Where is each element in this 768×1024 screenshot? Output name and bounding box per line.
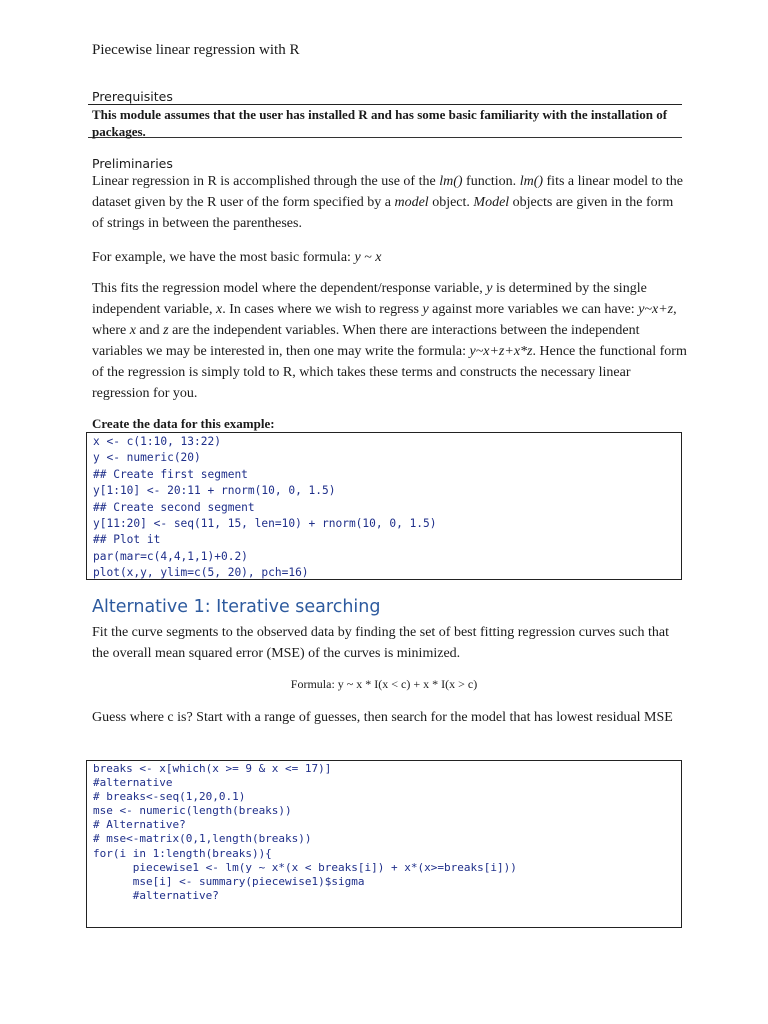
code-line: ## Plot it [93,533,161,547]
variable-term: x [129,323,136,338]
code-line: for(i in 1:length(breaks)){ [93,846,272,860]
code-block-2 [86,760,682,928]
text-run: This fits the regression model where the dependent/response variable, [92,281,487,296]
text-run: are the independent variables. When there are interactions between the independent variables we may be interested in, then one may write the formula: [92,323,640,359]
text-run: fits a linear model to the dataset given by the R user of the form specified by a [92,174,683,210]
prerequisites-text: This module assumes that the user has installed R and has some basic familiarity with the installation of packages. [92,107,668,139]
code-line: plot(x,y, ylim=c(5, 20), pch=16) [93,566,309,580]
variable-term: y [486,281,493,296]
formula-term: y~x+z [638,302,674,317]
code-line: ## Create second segment [93,500,255,514]
variable-term: z [163,323,169,338]
text-run: . In cases where we wish to regress [222,302,423,317]
code-line: y[1:10] <- 20:11 + rnorm(10, 0, 1.5) [93,484,336,498]
code-line: breaks <- x[which(x >= 9 & x <= 17)] [93,762,332,775]
code-line: y[11:20] <- seq(11, 15, len=10) + rnorm(10, 0, 1.5) [93,517,437,531]
code-term: model [394,195,429,210]
preliminaries-paragraph-3 [92,278,687,404]
code-term: Model [473,195,510,210]
code-line: # Alternative? [93,818,186,832]
text-run: . Hence the functional form of the regression is simply told to R, which takes these terms and constructs the necessary linear regression for you. [92,344,687,401]
text-run: object. [428,195,474,210]
alternative-1-paragraph-1: Fit the curve segments to the observed data by finding the set of best fitting regression curves such that the overall mean squared error (MSE) of the curves is minimized. [92,625,669,661]
prerequisites-box [88,104,682,138]
code-line: # mse<-matrix(0,1,length(breaks)) [93,832,312,846]
text-run: Linear regression in R is accomplished through the use of the [92,174,440,189]
code-term: lm() [519,174,544,189]
code-line: x <- c(1:10, 13:22) [93,435,221,448]
code-line: ## Create first segment [93,467,248,481]
code-line: # breaks<-seq(1,20,0.1) [93,790,246,804]
preliminaries-paragraph-1 [92,171,687,234]
text-run: , where [92,302,677,338]
code-line: par(mar=c(4,4,1,1)+0.2) [93,549,248,563]
text-run: For example, we have the most basic formula: [92,250,355,265]
code-line: piecewise1 <- lm(y ~ x*(x < breaks[i]) + x*(x>=breaks[i])) [93,860,517,874]
code-line: mse[i] <- summary(piecewise1)$sigma [93,874,365,888]
preliminaries-paragraph-2 [92,247,687,268]
document-title: Piecewise linear regression with R [92,42,300,58]
alternative-1-heading: Alternative 1: Iterative searching [92,597,381,617]
text-run: and [135,323,164,338]
code-line: mse <- numeric(length(breaks)) [93,804,292,818]
example-label: Create the data for this example: [92,416,275,431]
formula-term: y~x+z+x*z [469,344,533,359]
alternative-1-paragraph-2: Guess where c is? Start with a range of guesses, then search for the model that has lowest residual MSE [92,710,673,725]
text-run: objects are given in the form of strings in between the parentheses. [92,195,674,231]
code-line: #alternative [93,776,173,790]
code-term: lm() [439,174,463,189]
formula-line: Formula: y ~ x * I(x < c) + x * I(x > c) [290,677,478,691]
formula-term: y ~ x [354,250,382,265]
variable-term: x [216,302,223,317]
preliminaries-heading: Preliminaries [92,156,173,171]
text-run: against more variables we can have: [428,302,639,317]
text-run: is determined by the single independent variable, [92,281,647,317]
code-line: #alternative? [93,888,219,902]
code-block-1 [86,432,682,580]
prerequisites-heading: Prerequisites [92,89,173,104]
code-line: y <- numeric(20) [93,451,201,465]
variable-term: y [422,302,429,317]
text-run: function. [462,174,520,189]
